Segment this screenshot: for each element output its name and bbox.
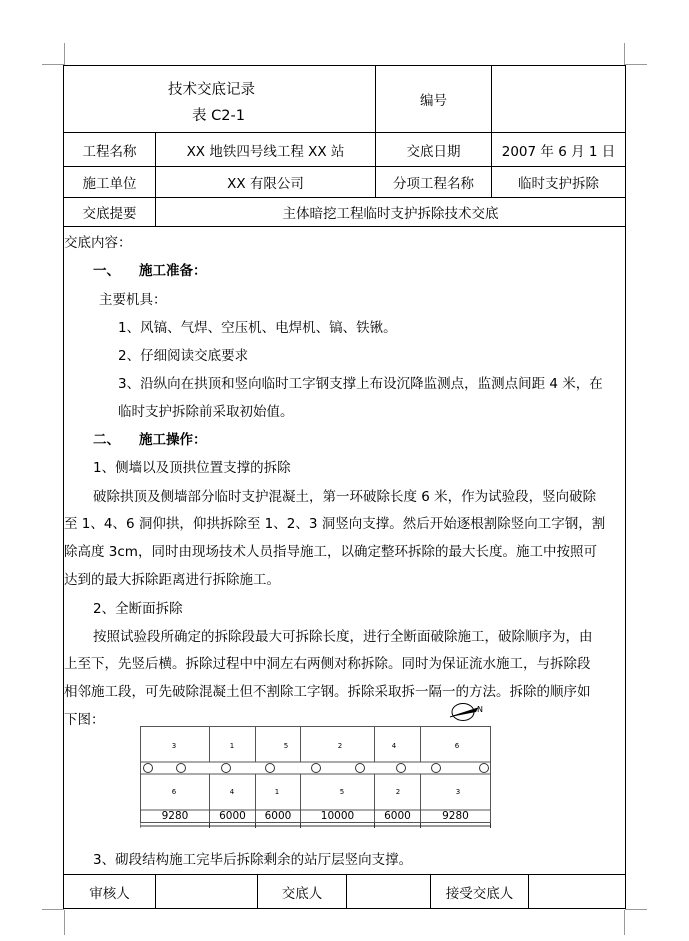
top-order-label: 5 <box>283 742 289 750</box>
north-label: N <box>477 705 483 714</box>
dimension-label: 6000 <box>264 810 292 822</box>
section-2-title: 施工操作： <box>139 432 207 448</box>
paragraph-line: 相邻施工段，可先破除混凝土但不割除工字钢。拆除采取拆一隔一的方法。拆除的顺序如 <box>64 684 591 700</box>
project-name-value: XX 地铁四号线工程 XX 站 <box>186 143 345 160</box>
form-number: 表 C2-1 <box>192 108 245 124</box>
top-order-label: 1 <box>229 742 235 750</box>
contractor-value: XX 有限公司 <box>227 176 304 192</box>
subsection-title: 2、全断面拆除 <box>93 601 183 617</box>
number-value <box>492 66 625 132</box>
discloser-label: 交底人 <box>281 885 323 902</box>
project-name-label: 工程名称 <box>82 143 137 160</box>
bottom-order-label: 2 <box>395 788 401 796</box>
bottom-order-label: 6 <box>171 788 177 796</box>
paragraph-line: 至 1、4、6 洞仰拱，仰拱拆除至 1、2、3 洞竖向支撑。然后开始逐根割除竖向工字钢，割 <box>64 516 606 532</box>
crop-mark <box>42 64 64 65</box>
tools-label: 主要机具： <box>99 292 167 308</box>
paragraph-line: 除高度 3cm，同时由现场技术人员指导施工，以确定整环拆除的最大长度。施工中按照可 <box>64 544 597 560</box>
crop-mark <box>42 909 64 910</box>
bottom-order-label: 1 <box>274 788 280 796</box>
bottom-order-label: 5 <box>339 788 345 796</box>
paragraph-line: 破除拱顶及侧墙部分临时支护混凝土，第一环破除长度 6 米，作为试验段，竖向破除 <box>93 489 597 505</box>
summary-label: 交底提要 <box>82 206 137 222</box>
crop-mark <box>624 43 625 65</box>
top-order-label: 2 <box>337 742 343 750</box>
reviewer-label: 审核人 <box>89 885 130 902</box>
top-order-label: 4 <box>391 742 397 750</box>
north-arrow-icon <box>448 700 490 726</box>
date-label: 交底日期 <box>406 143 461 160</box>
dimension-label: 9280 <box>161 810 189 822</box>
paragraph-line: 上至下，先竖后横。拆除过程中中洞左右两侧对称拆除。同时为保证流水施工，与拆除段 <box>64 656 591 672</box>
crop-mark <box>64 43 65 65</box>
list-item: 1、风镐、气焊、空压机、电焊机、镐、铁锹。 <box>118 320 397 336</box>
subsection-title: 1、侧墙以及顶拱位置支撑的拆除 <box>93 460 291 476</box>
list-item: 3、沿纵向在拱顶和竖向临时工字钢支撑上布设沉降监测点，监测点间距 4 米，在 <box>118 376 603 392</box>
crop-mark <box>625 909 647 910</box>
number-label: 编号 <box>420 93 447 109</box>
removal-sequence-diagram <box>140 726 492 828</box>
section-1-number: 一、 <box>93 263 120 279</box>
content-label: 交底内容： <box>64 235 132 251</box>
paragraph-line: 下图： <box>64 712 105 728</box>
crop-mark <box>625 64 647 65</box>
form-title: 技术交底记录 <box>168 82 255 98</box>
dimension-label: 9280 <box>442 810 469 822</box>
paragraph-line: 3、砌段结构施工完毕后拆除剩余的站厅层竖向支撑。 <box>93 852 413 868</box>
contractor-label: 施工单位 <box>82 176 137 192</box>
bottom-order-label: 3 <box>455 788 461 796</box>
list-item: 2、仔细阅读交底要求 <box>118 348 249 364</box>
section-2-number: 二、 <box>93 432 120 448</box>
dimension-label: 6000 <box>384 810 411 822</box>
date-value: 2007 年 6 月 1 日 <box>501 143 616 160</box>
bottom-order-label: 4 <box>229 788 235 796</box>
paragraph-line: 按照试验段所确定的拆除段最大可拆除长度，进行全断面破除施工，破除顺序为，由 <box>93 629 593 645</box>
list-item: 临时支护拆除前采取初始值。 <box>118 404 294 420</box>
crop-mark <box>624 910 625 935</box>
top-order-label: 6 <box>454 742 460 750</box>
dimension-label: 6000 <box>219 810 246 822</box>
top-order-label: 3 <box>171 742 177 750</box>
paragraph-line: 达到的最大拆除距离进行拆除施工。 <box>64 572 280 588</box>
receiver-label: 接受交底人 <box>445 885 514 902</box>
summary-value: 主体暗挖工程临时支护拆除技术交底 <box>282 206 499 222</box>
dimension-label: 10000 <box>320 810 355 822</box>
subproject-value: 临时支护拆除 <box>518 176 599 192</box>
subproject-label: 分项工程名称 <box>393 176 474 192</box>
section-1-title: 施工准备： <box>139 263 207 279</box>
crop-mark <box>64 910 65 935</box>
